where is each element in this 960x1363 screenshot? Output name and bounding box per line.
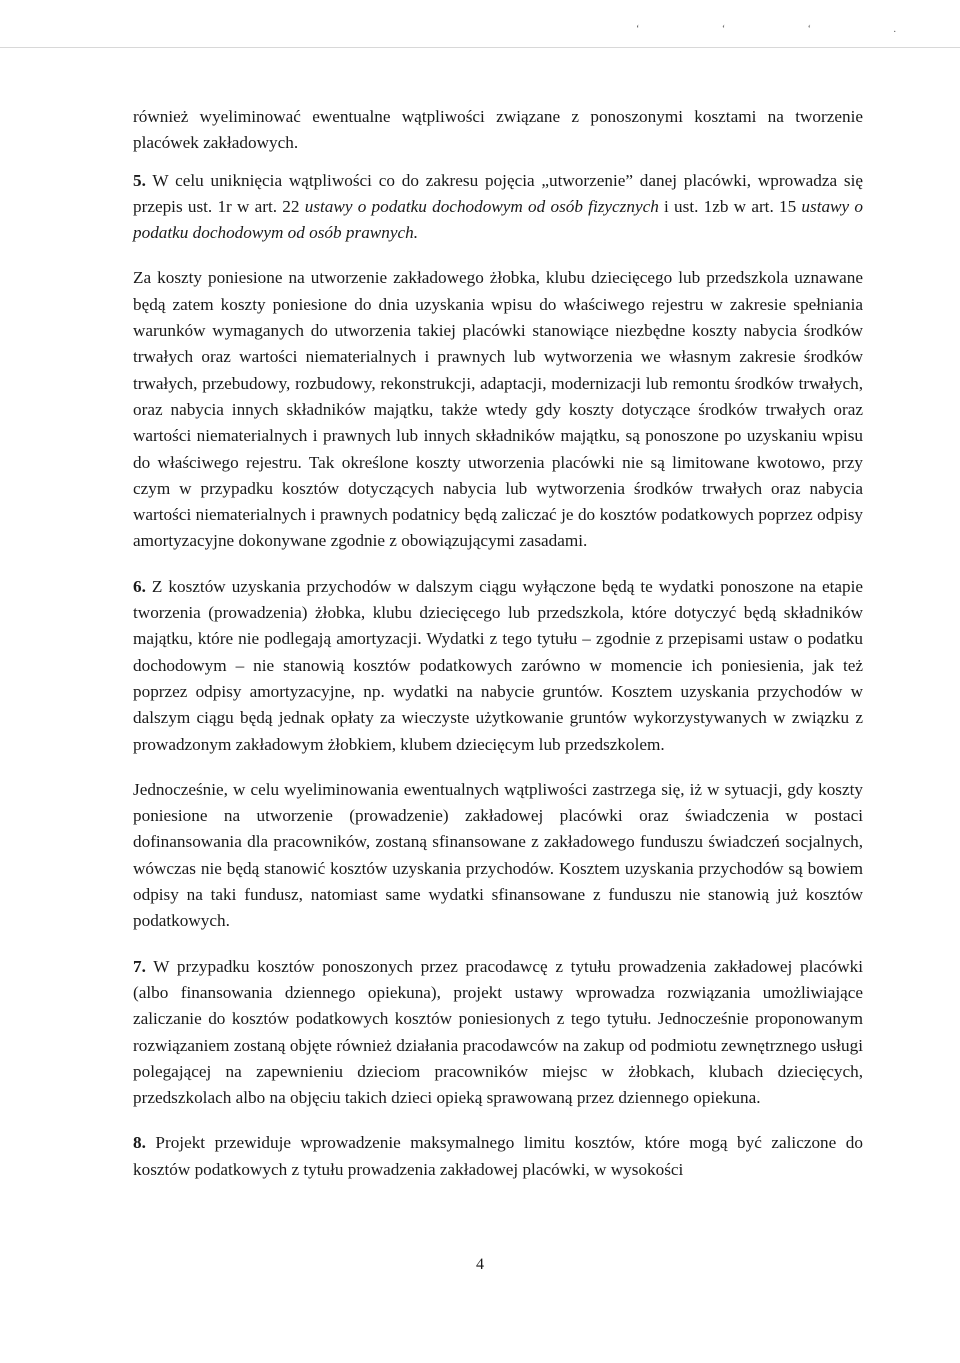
paragraph-number: 7. — [133, 956, 146, 976]
paragraph-text: Jednocześnie, w celu wyeliminowania ewentualnych wątpliwości zastrzega się, iż w sytuacji, gdy koszty poniesione na utworzenie (prowadzenie) zakładowej placówki oraz świadczenia w postaci dofinansowania dla pracowników, zostaną sfinansowane z zakładowego funduszu świadczeń socjalnych, wówczas nie będą stanowić kosztów uzyskania przychodów. Kosztem uzyskania przychodów są bowiem odpisy na taki fundusz, natomiast same wydatki sfinansowane z funduszu nie stanowią już kosztów podatkowych. — [133, 779, 863, 931]
paragraph — [133, 574, 863, 758]
top-rule — [0, 47, 960, 48]
paragraph — [133, 265, 863, 554]
act-title-italic: ustawy o podatku dochodowym od osób fizycznych — [304, 196, 659, 216]
paragraph-text: Projekt przewiduje wprowadzenie maksymalnego limitu kosztów, które mogą być zaliczone do kosztów podatkowych z tytułu prowadzenia zakładowej placówki, w wysokości — [133, 1133, 863, 1179]
paragraph-text: i ust. 1zb w art. 15 — [658, 196, 802, 216]
paragraph-text: Za koszty poniesione na utworzenie zakładowego żłobka, klubu dziecięcego lub przedszkola uznawane będą zatem koszty poniesione do dnia uzyskania wpisu do właściwego rejestru w zakresie spełniania warunków wymaganych do utworzenia takiej placówki stanowiące niezbędne koszty nabycia środków trwałych oraz wartości niematerialnych i prawnych lub wytworzenia we własnym zakresie środków trwałych, przebudowy, rozbudowy, rekonstrukcji, adaptacji, modernizacji lub remontu środków trwałych, oraz nabycia innych składników majątku, także wtedy gdy koszty dotyczące środków trwałych oraz wartości niematerialnych i prawnych lub innych składników majątku, są ponoszone po uzyskaniu wpisu do właściwego rejestru. Tak określone koszty utworzenia placówki nie są limitowane kwotowo, przy czym w przypadku kosztów dotyczących nabycia lub wytworzenia środków trwałych oraz nabycia wartości niematerialnych i prawnych podatnicy będą zaliczać je do kosztów podatkowych poprzez odpisy amortyzacyjne dokonywane zgodnie z obowiązującymi zasadami. — [133, 268, 863, 551]
page-number: 4 — [476, 1256, 484, 1273]
document-body — [133, 104, 863, 1202]
paragraph-number: 8. — [133, 1133, 146, 1153]
act-title-italic: ustawy o podatku dochodowym od osób prawnych. — [133, 196, 863, 243]
paragraph — [133, 168, 863, 247]
paragraph-text: W celu uniknięcia wątpliwości co do zakresu pojęcia „utworzenie” danej placówki, wprowadza się przepis ust. 1r w art. 22 — [133, 170, 863, 216]
paragraph-number: 6. — [133, 576, 146, 596]
paragraph-text: również wyeliminować ewentualne wątpliwości związane z ponoszonymi kosztami na tworzenie placówek zakładowych. — [133, 107, 863, 153]
scan-specks: ‘ ‘ ‘ . — [636, 24, 936, 35]
paragraph — [133, 104, 863, 157]
paragraph — [133, 954, 863, 1112]
paragraph-text: W przypadku kosztów ponoszonych przez pracodawcę z tytułu prowadzenia zakładowej placówki (albo finansowania dziennego opiekuna), projekt ustawy wprowadza rozwiązania umożliwiające zaliczanie do kosztów podatkowych kosztów poniesionych z tego tytułu. Jednocześnie proponowanym rozwiązaniem zostaną objęte również działania pracodawców na zakup od podmiotu zewnętrznego usługi polegającej na zapewnieniu dzieciom pracowników miejsc w żłobkach, klubach dziecięcych, przedszkolach albo na objęciu takich dzieci opieką sprawowaną przez dziennego opiekuna. — [133, 956, 863, 1108]
paragraph-text: Z kosztów uzyskania przychodów w dalszym ciągu wyłączone będą te wydatki ponoszone na etapie tworzenia (prowadzenia) żłobka, klubu dziecięcego lub przedszkola, które dotyczyć będą składników majątku, które nie podlegają amortyzacji. Wydatki z tego tytułu – zgodnie z przepisami ustaw o podatku dochodowym – nie stanowią kosztów podatkowych zarówno w momencie ich poniesienia, jak też poprzez odpisy amortyzacyjne, np. wydatki na nabycie gruntów. Kosztem uzyskania przychodów w dalszym ciągu będą jednak opłaty za wieczyste użytkowanie gruntów wykorzystywanych w związku z prowadzonym zakładowym żłobkiem, klubem dziecięcym lub przedszkolem. — [133, 576, 863, 754]
paragraph — [133, 1130, 863, 1183]
paragraph-number: 5. — [133, 170, 146, 190]
paragraph — [133, 777, 863, 935]
